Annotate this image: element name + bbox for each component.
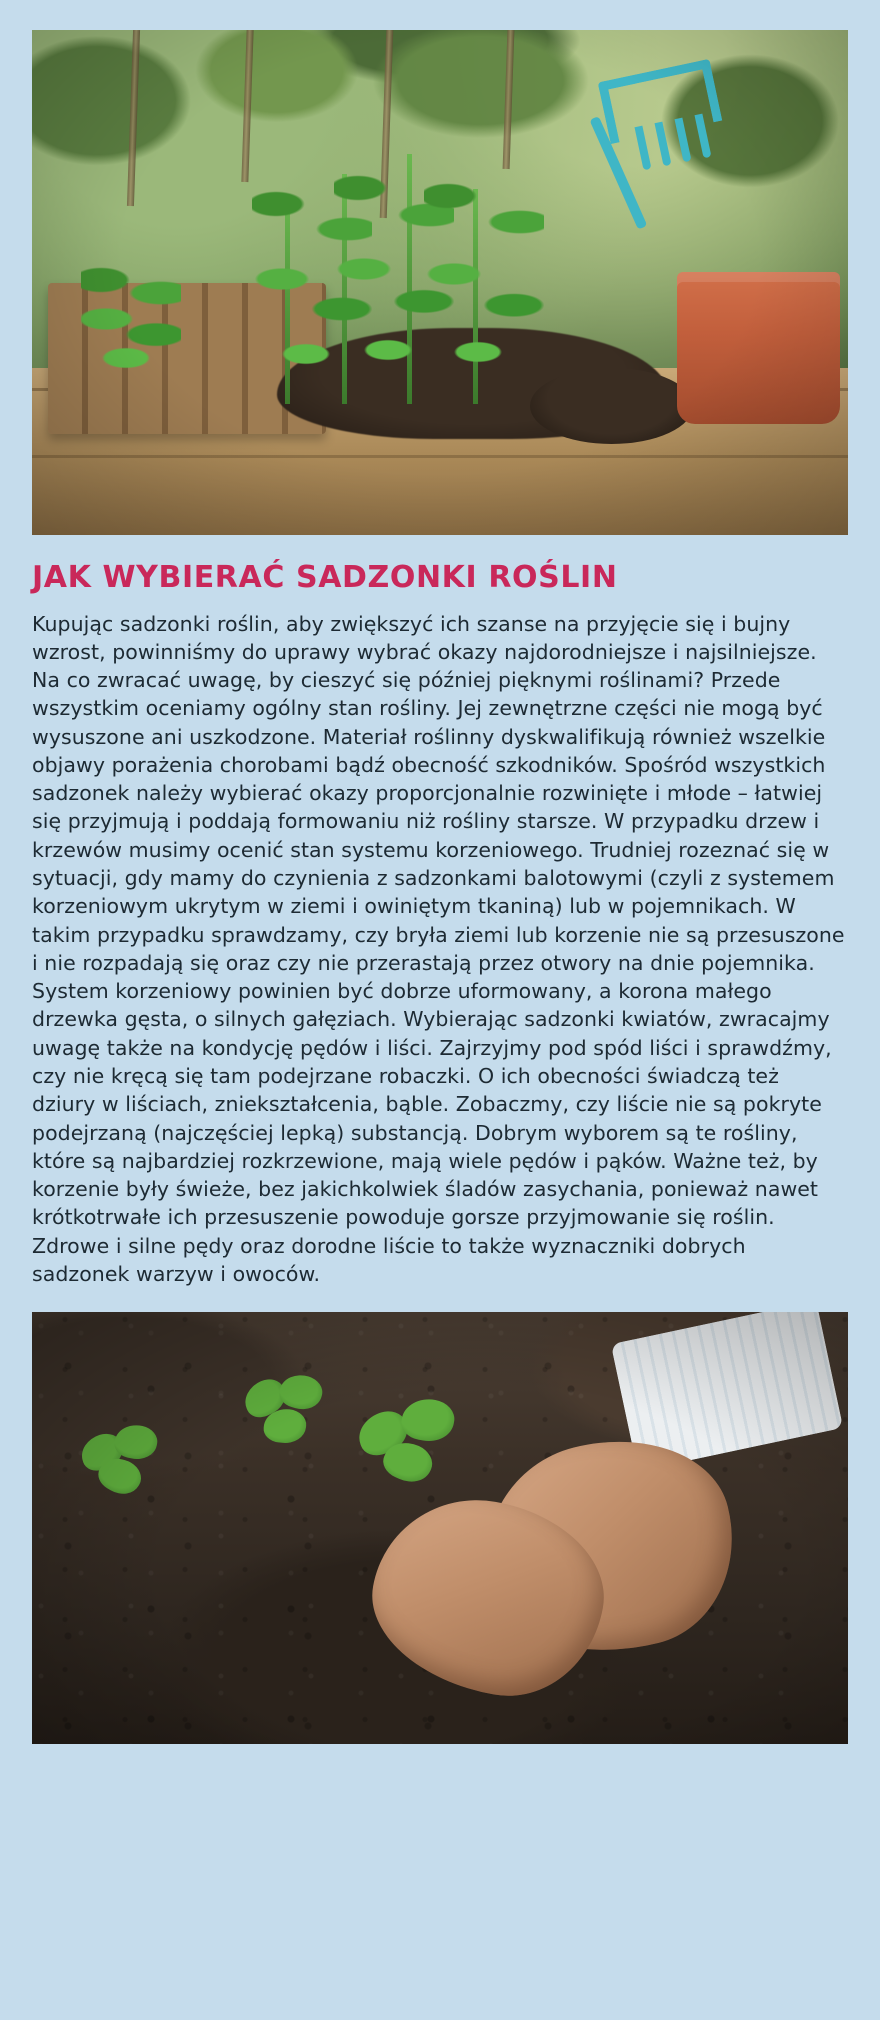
article-title: JAK WYBIERAĆ SADZONKI ROŚLIN — [32, 560, 618, 595]
bottom-photo — [32, 1312, 848, 1744]
photo-vignette — [32, 30, 848, 535]
article-body-text: Kupując sadzonki roślin, aby zwiększyć ich szanse na przyjęcie się i bujny wzrost, powinniśmy do uprawy wybrać okazy najdorodniejsze i najsilniejsze. Na co zwracać uwagę, by cieszyć się później pięknymi roślinami? Przede wszystkim oceniamy ogólny stan rośliny. Jej zewnętrzne części nie mogą być wysuszone ani uszkodzone. Materiał roślinny dyskwalifikują również wszelkie objawy porażenia chorobami bądź obecność szkodników. Spośród wszystkich sadzonek należy wybierać okazy proporcjonalnie rozwinięte i młode – łatwiej się przyjmują i poddają formowaniu niż rośliny starsze. W przypadku drzew i krzewów musimy ocenić stan systemu korzeniowego. Trudniej rozeznać się w sytuacji, gdy mamy do czynienia z sadzonkami balotowymi (czyli z systemem korzeniowym ukrytym w ziemi i owiniętym tkaniną) lub w pojemnikach. W takim przypadku sprawdzamy, czy bryła ziemi lub korzenie nie są przesuszone i nie rozpadają się oraz czy nie przerastają przez otwory na dnie pojemnika. System korzeniowy powinien być dobrze uformowany, a korona małego drzewka gęsta, o silnych gałęziach. Wybierając sadzonki kwiatów, zwracajmy uwagę także na kondycję pędów i liści. Zajrzyjmy pod spód liści i sprawdźmy, czy nie kręcą się tam podejrzane robaczki. O ich obecności świadczą też dziury w liściach, zniekształcenia, bąble. Zobaczmy, czy liście nie są pokryte podejrzaną (najczęściej lepką) substancją. Dobrym wyborem są te rośliny, które są najbardziej rozkrzewione, mają wiele pędów i pąków. Ważne też, by korzenie były świeże, bez jakichkolwiek śladów zasychania, ponieważ nawet krótkotrwałe ich przesuszenie powoduje gorsze przyjmowanie się roślin. Zdrowe i silne pędy oraz dorodne liście to także wyznaczniki dobrych sadzonek warzyw i owoców. — [32, 611, 845, 1286]
top-photo — [32, 30, 848, 535]
photo-vignette — [32, 1312, 848, 1744]
